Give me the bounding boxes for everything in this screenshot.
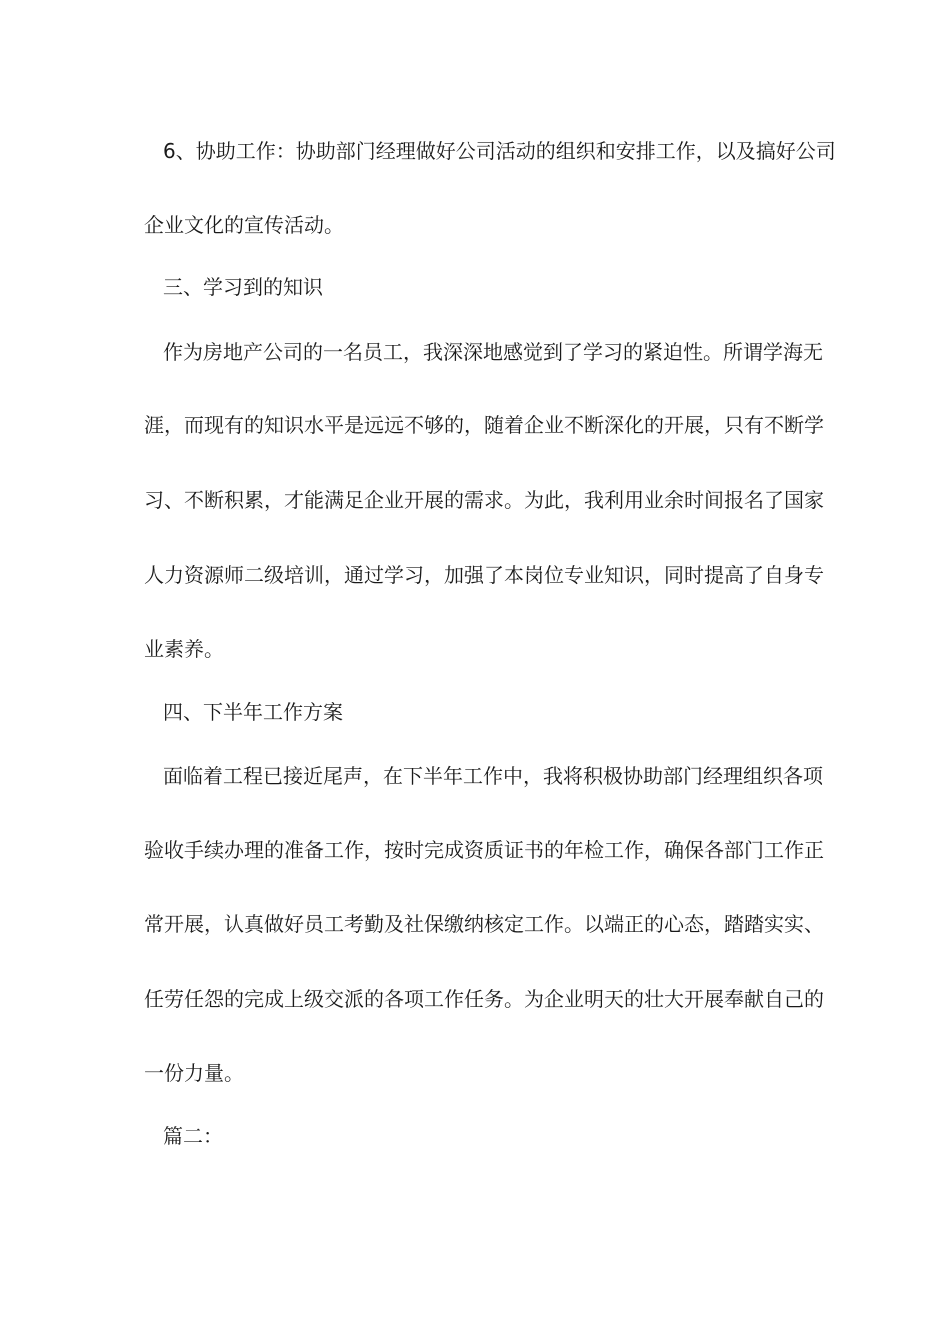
paragraph-line-learning-4: 人力资源师二级培训，通过学习，加强了本岗位专业知识，同时提高了自身专: [144, 563, 824, 587]
paragraph-line-plan-1: 面临着工程已接近尾声，在下半年工作中，我将积极协助部门经理组织各项: [163, 764, 823, 788]
section-heading-knowledge: 三、学习到的知识: [163, 275, 323, 299]
paragraph-line-plan-3: 常开展，认真做好员工考勤及社保缴纳核定工作。以端正的心态，踏踏实实、: [144, 912, 824, 936]
paragraph-line-learning-1: 作为房地产公司的一名员工，我深深地感觉到了学习的紧迫性。所谓学海无: [163, 340, 823, 364]
paragraph-line-culture: 企业文化的宣传活动。: [144, 213, 344, 237]
section-heading-part-two: 篇二：: [163, 1124, 223, 1148]
section-heading-plan: 四、下半年工作方案: [163, 700, 343, 724]
paragraph-line-learning-5: 业素养。: [144, 637, 224, 661]
paragraph-line-plan-4: 任劳任怨的完成上级交派的各项工作任务。为企业明天的壮大开展奉献自己的: [144, 987, 824, 1011]
paragraph-line-plan-5: 一份力量。: [144, 1061, 244, 1085]
paragraph-line-plan-2: 验收手续办理的准备工作，按时完成资质证书的年检工作，确保各部门工作正: [144, 838, 824, 862]
paragraph-line-learning-3: 习、不断积累，才能满足企业开展的需求。为此，我利用业余时间报名了国家: [144, 488, 824, 512]
paragraph-line-assist-work: 6、协助工作：协助部门经理做好公司活动的组织和安排工作，以及搞好公司: [163, 139, 836, 163]
paragraph-line-learning-2: 涯，而现有的知识水平是远远不够的，随着企业不断深化的开展，只有不断学: [144, 413, 824, 437]
